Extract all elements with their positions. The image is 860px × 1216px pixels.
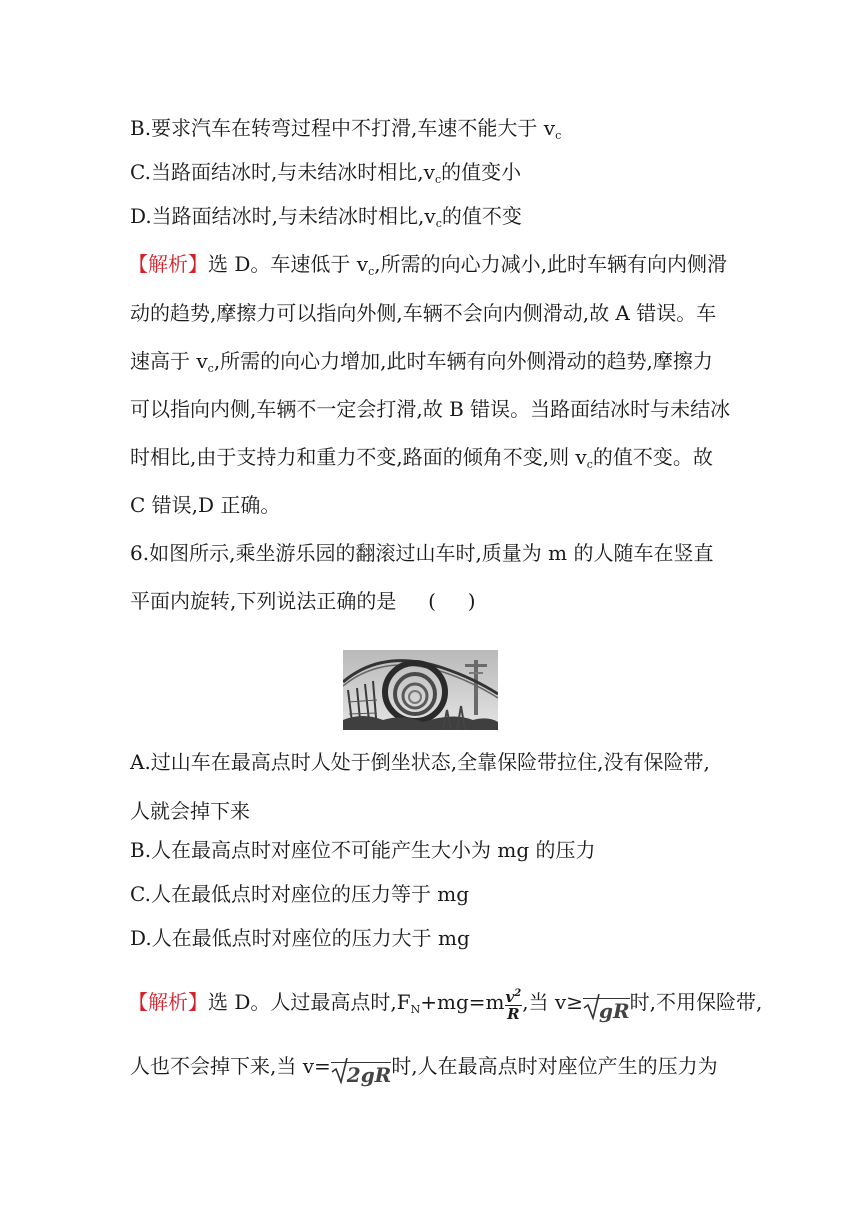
option-d-q6: D.人在最低点时对座位的压力大于 mg (130, 926, 470, 950)
sqrt-2gR: 2gR (331, 1053, 392, 1083)
option-a-q6-line2: 人就会掉下来 (130, 799, 250, 823)
fraction-v2-over-r: $\frac{v^2}{R}$ (505, 987, 522, 1023)
option-d-prev: D.当路面结冰时,与未结冰时相比$,v_c$的值不变 (130, 204, 522, 230)
analysis2-line1: 【解析】选 D。人过最高点时$,F_N+mg=m$ $\frac{v^2}{R}$ ,当 v≥ gR时,不用保险带, (128, 987, 763, 1023)
question6-line2: 平面内旋转,下列说法正确的是 ( ) (130, 589, 476, 613)
analysis1-line5: 时相比,由于支持力和重力不变,路面的倾角不变,则 $v_c$的值不变。故 (130, 445, 713, 471)
option-b-prev: B.要求汽车在转弯过程中不打滑,车速不能大于 $v_c$ (130, 116, 562, 142)
analysis2-line2: 人也不会掉下来,当 v= 2gR时,人在最高点时对座位产生的压力为 (130, 1054, 718, 1087)
analysis-tag: 【解析】 (128, 990, 208, 1014)
analysis1-line6: C 错误,D 正确。 (130, 493, 281, 517)
analysis1-line1: 【解析】选 D。车速低于 $v_c$,所需的向心力减小,此时车辆有向内侧滑 (128, 252, 727, 278)
analysis1-line2: 动的趋势,摩擦力可以指向外侧,车辆不会向内侧滑动,故 A 错误。车 (130, 301, 717, 325)
analysis1-line3: 速高于 $v_c$,所需的向心力增加,此时车辆有向外侧滑动的趋势,摩擦力 (130, 349, 713, 375)
roller-coaster-photo (343, 650, 498, 730)
question6-line1: 6.如图所示,乘坐游乐园的翻滚过山车时,质量为 m 的人随车在竖直 (130, 541, 714, 565)
analysis1-line4: 可以指向内侧,车辆不一定会打滑,故 B 错误。当路面结冰时与未结冰 (130, 397, 731, 421)
option-a-q6-line1: A.过山车在最高点时人处于倒坐状态,全靠保险带拉住,没有保险带, (130, 750, 710, 774)
analysis-tag: 【解析】 (128, 252, 208, 276)
option-c-prev: C.当路面结冰时,与未结冰时相比$,v_c$的值变小 (130, 160, 522, 186)
option-b-q6: B.人在最高点时对座位不可能产生大小为 mg 的压力 (130, 838, 596, 862)
sqrt-gR: gR (583, 989, 630, 1019)
option-c-q6: C.人在最低点时对座位的压力等于 mg (130, 882, 470, 906)
